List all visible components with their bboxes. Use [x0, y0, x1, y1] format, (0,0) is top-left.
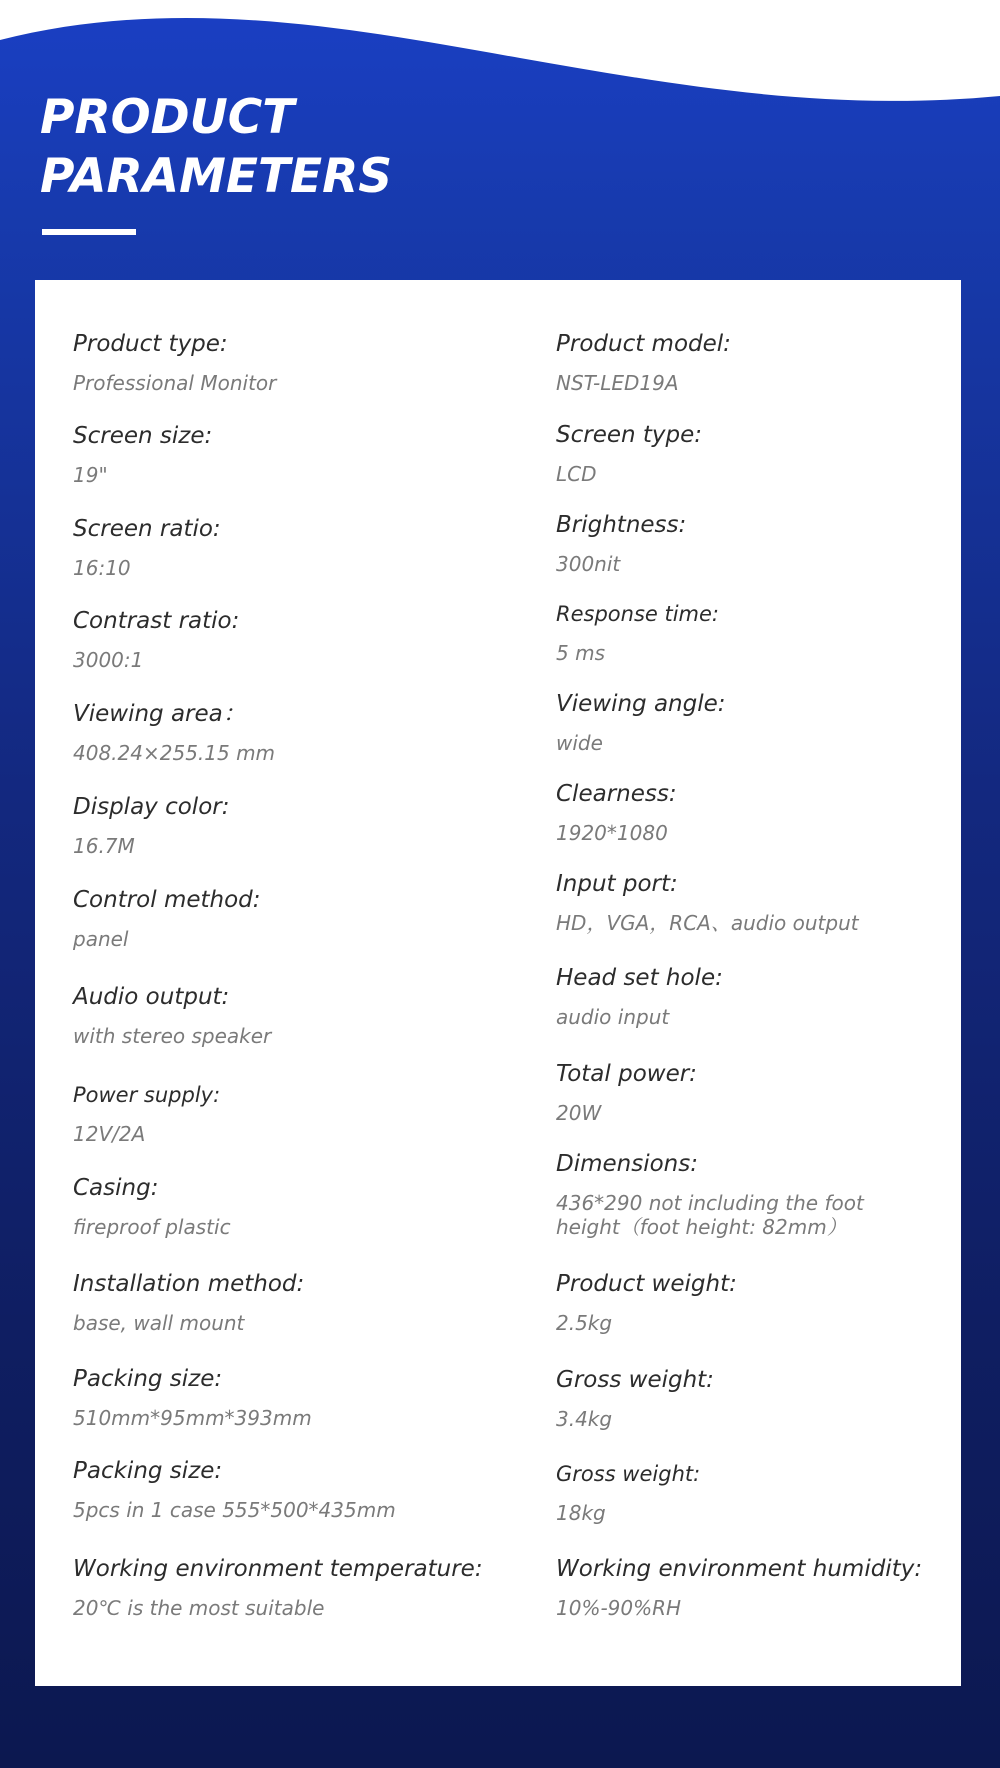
param-value: 1920*1080 [556, 821, 668, 845]
param-power-supply [73, 1081, 493, 1146]
param-label: Working environment temperature: [73, 1556, 483, 1582]
param-value: 16:10 [73, 556, 131, 580]
param-value: audio input [556, 1005, 670, 1029]
param-product-weight [556, 1270, 976, 1335]
param-value: fireproof plastic [73, 1215, 231, 1239]
param-label: Casing: [73, 1175, 159, 1201]
page-title-line2: PARAMETERS [40, 149, 393, 204]
param-dimensions [556, 1150, 976, 1239]
param-value: 12V/2A [73, 1122, 146, 1146]
param-screen-ratio [73, 515, 493, 580]
param-label: Response time: [556, 602, 719, 626]
param-value: 3.4kg [556, 1407, 613, 1431]
param-value: 5pcs in 1 case 555*500*435mm [73, 1498, 396, 1522]
param-value: wide [556, 731, 603, 755]
param-value: 436*290 not including the foot height（foot height: 82mm） [556, 1191, 864, 1239]
param-value: HD，VGA，RCA、audio output [556, 911, 859, 935]
param-working-temperature [73, 1555, 493, 1620]
param-input-port [556, 870, 976, 935]
param-value: 20℃ is the most suitable [73, 1596, 325, 1620]
param-clearness [556, 780, 976, 845]
param-value: NST-LED19A [556, 371, 679, 395]
param-label: Screen size: [73, 423, 213, 449]
param-value: panel [73, 927, 129, 951]
param-working-humidity [556, 1555, 976, 1620]
param-total-power [556, 1060, 976, 1125]
param-value: LCD [556, 462, 597, 486]
param-value: 19" [73, 463, 108, 487]
param-label: Viewing angle: [556, 691, 726, 717]
param-label: Screen type: [556, 422, 703, 448]
param-display-color [73, 793, 493, 858]
param-packing-size [73, 1365, 493, 1430]
param-value: 510mm*95mm*393mm [73, 1406, 312, 1430]
param-label: Packing size: [73, 1366, 223, 1392]
param-viewing-angle [556, 690, 976, 755]
param-casing [73, 1174, 493, 1239]
param-viewing-area [73, 700, 493, 765]
param-product-type [73, 330, 493, 395]
param-gross-weight [556, 1366, 976, 1431]
param-value: 10%-90%RH [556, 1596, 682, 1620]
param-label: Total power: [556, 1061, 697, 1087]
param-value: with stereo speaker [73, 1024, 272, 1048]
param-gross-weight-case [556, 1460, 976, 1525]
param-value: 2.5kg [556, 1311, 613, 1335]
param-label: Working environment humidity: [556, 1556, 923, 1582]
param-label: Control method: [73, 887, 261, 913]
param-brightness [556, 511, 976, 576]
param-label: Brightness: [556, 512, 687, 538]
param-response-time [556, 600, 976, 665]
param-label: Packing size: [73, 1458, 223, 1484]
param-control-method [73, 886, 493, 951]
param-label: Power supply: [73, 1083, 221, 1107]
parameters-card [35, 280, 961, 1686]
param-label: Dimensions: [556, 1151, 698, 1177]
param-label: Clearness: [556, 781, 677, 807]
param-label: Product model: [556, 331, 731, 357]
param-label: Input port: [556, 871, 678, 897]
param-audio-output [73, 983, 493, 1048]
param-label: Viewing area： [73, 701, 246, 727]
param-label: Installation method: [73, 1271, 305, 1297]
param-packing-size-case [73, 1457, 493, 1522]
param-value: 3000:1 [73, 648, 144, 672]
param-value: 18kg [556, 1501, 606, 1525]
param-screen-size [73, 422, 493, 487]
param-value: Professional Monitor [73, 371, 277, 395]
param-label: Head set hole: [556, 965, 723, 991]
param-label: Product type: [73, 331, 228, 357]
param-screen-type [556, 421, 976, 486]
param-value: 20W [556, 1101, 602, 1125]
param-contrast-ratio [73, 607, 493, 672]
param-head-set-hole [556, 964, 976, 1029]
title-underline [42, 229, 136, 235]
param-installation-method [73, 1270, 493, 1335]
param-label: Contrast ratio: [73, 608, 240, 634]
param-value: 408.24×255.15 mm [73, 741, 276, 765]
param-value: 16.7M [73, 834, 135, 858]
param-product-model [556, 330, 976, 395]
page-title [40, 88, 392, 206]
param-value: 5 ms [556, 641, 605, 665]
param-label: Display color: [73, 794, 230, 820]
param-value: 300nit [556, 552, 621, 576]
param-label: Gross weight: [556, 1462, 701, 1486]
param-label: Gross weight: [556, 1367, 714, 1393]
param-label: Product weight: [556, 1271, 737, 1297]
param-label: Audio output: [73, 984, 230, 1010]
param-label: Screen ratio: [73, 516, 221, 542]
param-value: base, wall mount [73, 1311, 245, 1335]
page-title-line1: PRODUCT [40, 90, 295, 145]
